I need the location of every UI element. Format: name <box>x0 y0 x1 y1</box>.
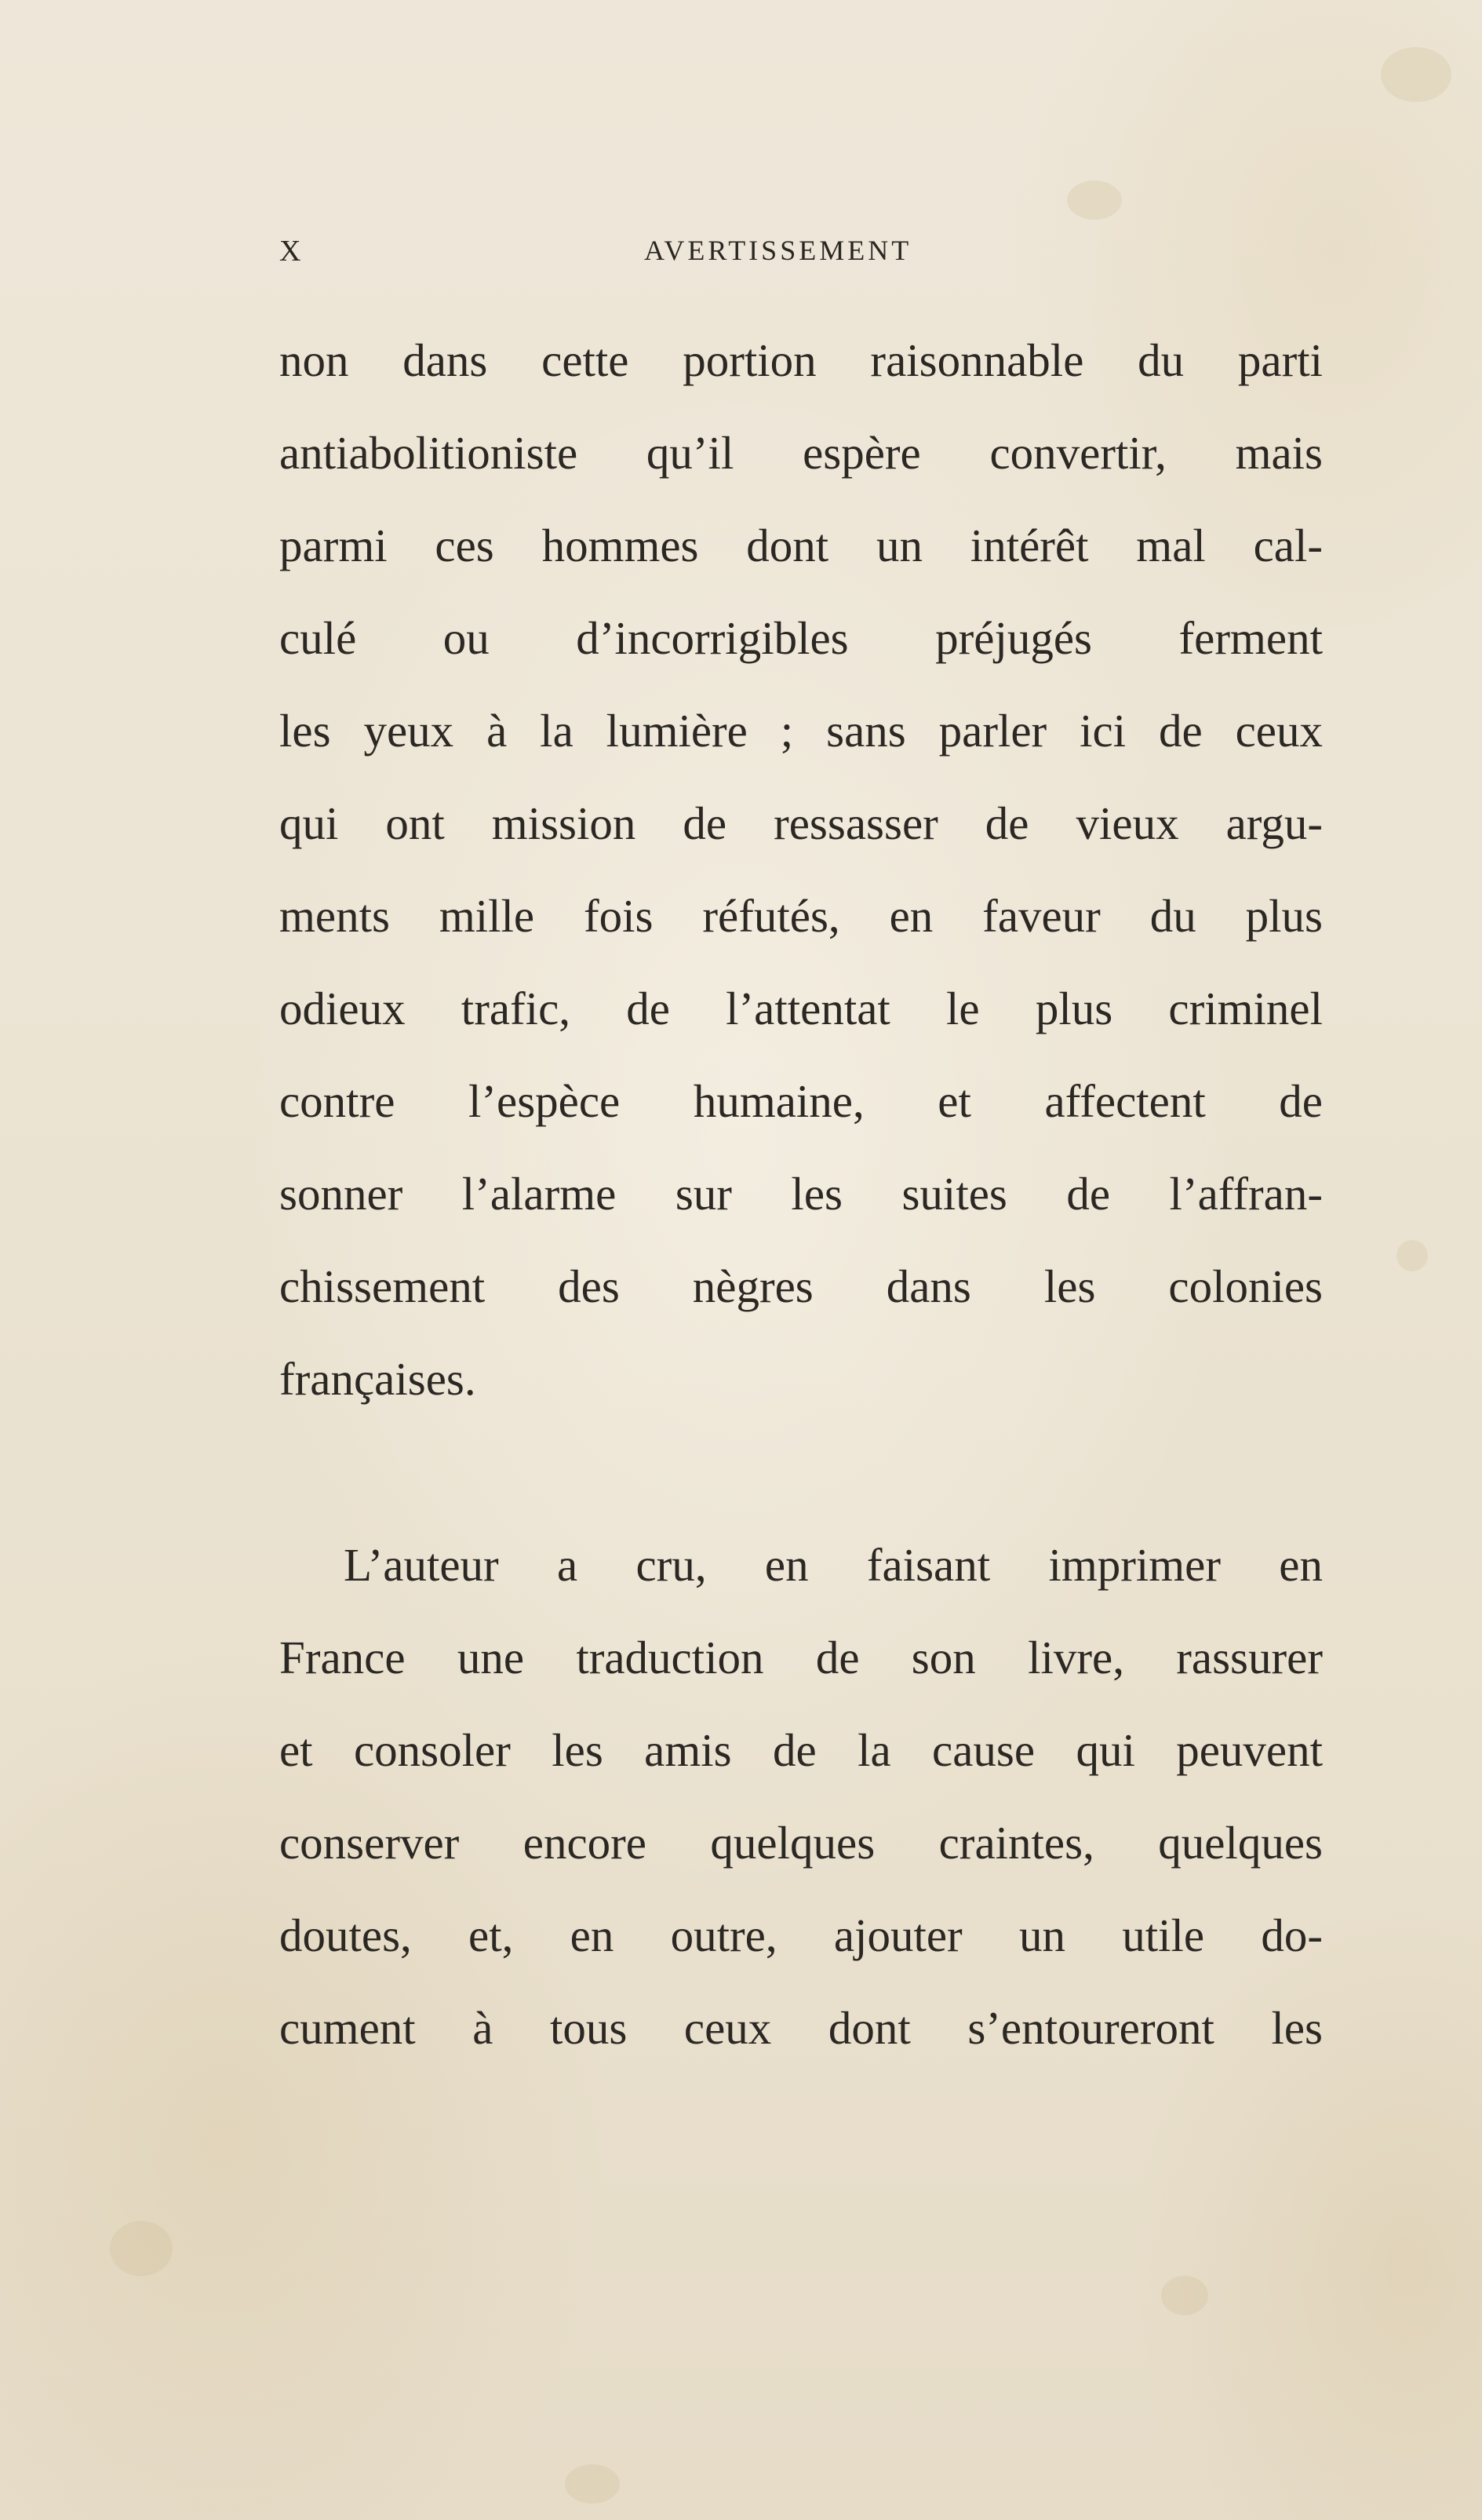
text-line: odieux trafic, de l’attentat le plus criminel <box>279 983 1323 1034</box>
paper-stain <box>110 2221 173 2276</box>
text-line: antiabolitioniste qu’il espère convertir, mais <box>279 427 1323 479</box>
page-number: X <box>279 235 303 268</box>
paragraph <box>279 1519 1323 2074</box>
text-line: doutes, et, en outre, ajouter un utile do- <box>279 1909 1323 1961</box>
text-line: les yeux à la lumière ; sans parler ici de ceux <box>279 705 1323 757</box>
text-line: parmi ces hommes dont un intérêt mal cal- <box>279 520 1323 571</box>
paragraph <box>279 314 1323 1425</box>
text-line: et consoler les amis de la cause qui peuvent <box>279 1724 1323 1776</box>
running-head <box>279 234 1323 273</box>
running-title: AVERTISSEMENT <box>644 235 912 266</box>
text-line: françaises. <box>279 1353 476 1405</box>
text-line: France une traduction de son livre, rassurer <box>279 1632 1323 1683</box>
text-line: L’auteur a cru, en faisant imprimer en <box>344 1539 1323 1591</box>
text-line: cument à tous ceux dont s’entoureront les <box>279 2002 1323 2054</box>
text-line: ments mille fois réfutés, en faveur du plus <box>279 890 1323 942</box>
paper-stain <box>565 2464 620 2504</box>
paper-stain <box>1396 1240 1428 1271</box>
text-line: sonner l’alarme sur les suites de l’affran- <box>279 1168 1323 1220</box>
text-line: culé ou d’incorrigibles préjugés ferment <box>279 612 1323 664</box>
text-line: conserver encore quelques craintes, quelques <box>279 1817 1323 1869</box>
text-line: non dans cette portion raisonnable du parti <box>279 334 1323 386</box>
text-line: contre l’espèce humaine, et affectent de <box>279 1075 1323 1127</box>
paragraph-gap <box>279 1425 1323 1519</box>
paper-stain <box>1161 2276 1208 2315</box>
paper-stain <box>1067 181 1122 220</box>
body-text <box>279 314 1323 2074</box>
paper-stain <box>1381 47 1451 102</box>
text-line: qui ont mission de ressasser de vieux argu- <box>279 797 1323 849</box>
text-line: chissement des nègres dans les colonies <box>279 1260 1323 1312</box>
